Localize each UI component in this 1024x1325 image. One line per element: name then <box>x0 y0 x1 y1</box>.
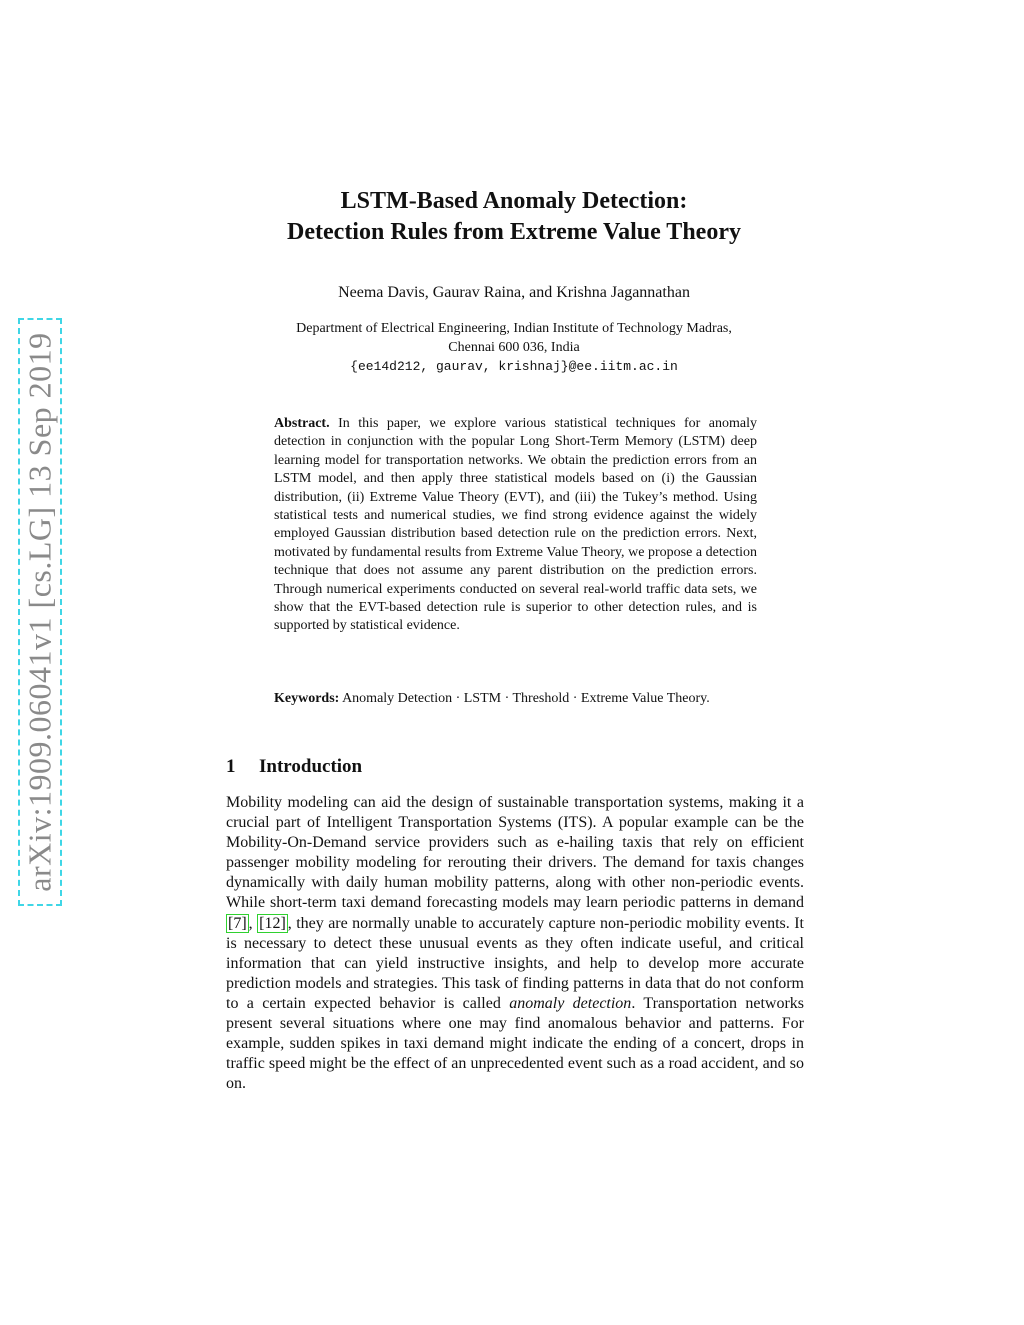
section-heading <box>226 756 362 778</box>
affiliation-line-2: Chennai 600 036, India <box>448 340 580 355</box>
abstract-text: In this paper, we explore various statistical techniques for anomaly detection in conjunction with the popular Long Short-Term Memory (LSTM) deep learning model for transportation networks. We obtain the prediction errors from an LSTM model, and then apply three statistical models based on (i) the Gaussian distribution, (ii) Extreme Value Theory (EVT), and (iii) the Tukey’s method. Using statistical tests and numerical studies, we find strong evidence against the widely employed Gaussian distribution based detection rule on the prediction errors. Next, motivated by fundamental results from Extreme Value Theory, we propose a detection technique that does not assume any parent distribution on the prediction errors. Through numerical experiments conducted on several real-world traffic data sets, we show that the EVT-based detection rule is superior to other detection rules, and is supported by statistical evidence. <box>274 416 757 634</box>
title-line-2: Detection Rules from Extreme Value Theory <box>287 219 741 245</box>
emphasis-anomaly-detection: anomaly detection <box>509 994 632 1012</box>
author-list: Neema Davis, Gaurav Raina, and Krishna Jagannathan <box>338 284 690 301</box>
keywords <box>274 690 757 708</box>
title-line-1: LSTM-Based Anomaly Detection: <box>340 188 688 214</box>
intro-text-1: Mobility modeling can aid the design of sustainable transportation systems, making it a crucial part of Intelligent Transportation Systems (ITS). A popular example can be the Mobility-On-Demand service providers such as e-hailing taxis that rely on efficient passenger mobility modeling for rerouting their drivers. The demand for taxis changes dynamically with daily human mobility patterns, along with other non-periodic events. While short-term taxi demand forecasting models may learn periodic patterns in demand <box>226 794 804 912</box>
affiliation <box>180 319 848 376</box>
intro-paragraph <box>226 793 804 1094</box>
intro-text-3: . Transportation networks present several situations where one may find anomalous behavior and patterns. For example, sudden spikes in taxi demand might indicate the ending of a concert, drops in traffic speed might be the effect of an unprecedented event such as a road accident, and so on. <box>226 994 805 1093</box>
arxiv-stamp[interactable] <box>18 318 62 906</box>
section-number: 1 <box>226 756 236 777</box>
keywords-label: Keywords: <box>274 691 340 706</box>
citation-separator: , <box>248 914 258 932</box>
intro-text-2: , they are normally unable to accurately capture non-periodic mobility events. It is necessary to detect these unusual events as they often indicate useful, and critical information that can yield instructive insights, and help to develop more accurate prediction models and strategies. This task of finding patterns in data that do not conform to a certain expected behavior is called <box>226 914 805 1012</box>
abstract-label: Abstract. <box>274 416 330 431</box>
abstract <box>274 415 757 636</box>
author-emails: {ee14d212, gaurav, krishnaj}@ee.iitm.ac.in <box>350 359 678 374</box>
paper-title <box>180 186 848 248</box>
section-title: Introduction <box>259 756 363 777</box>
citation-link-7[interactable]: [7] <box>228 914 247 932</box>
arxiv-identifier: arXiv:1909.06041v1 [cs.LG] 13 Sep 2019 <box>21 332 58 892</box>
keywords-text: Anomaly Detection · LSTM · Threshold · Extreme Value Theory. <box>342 691 710 706</box>
affiliation-line-1: Department of Electrical Engineering, Indian Institute of Technology Madras, <box>296 321 732 336</box>
citation-link-12[interactable]: [12] <box>259 914 286 932</box>
